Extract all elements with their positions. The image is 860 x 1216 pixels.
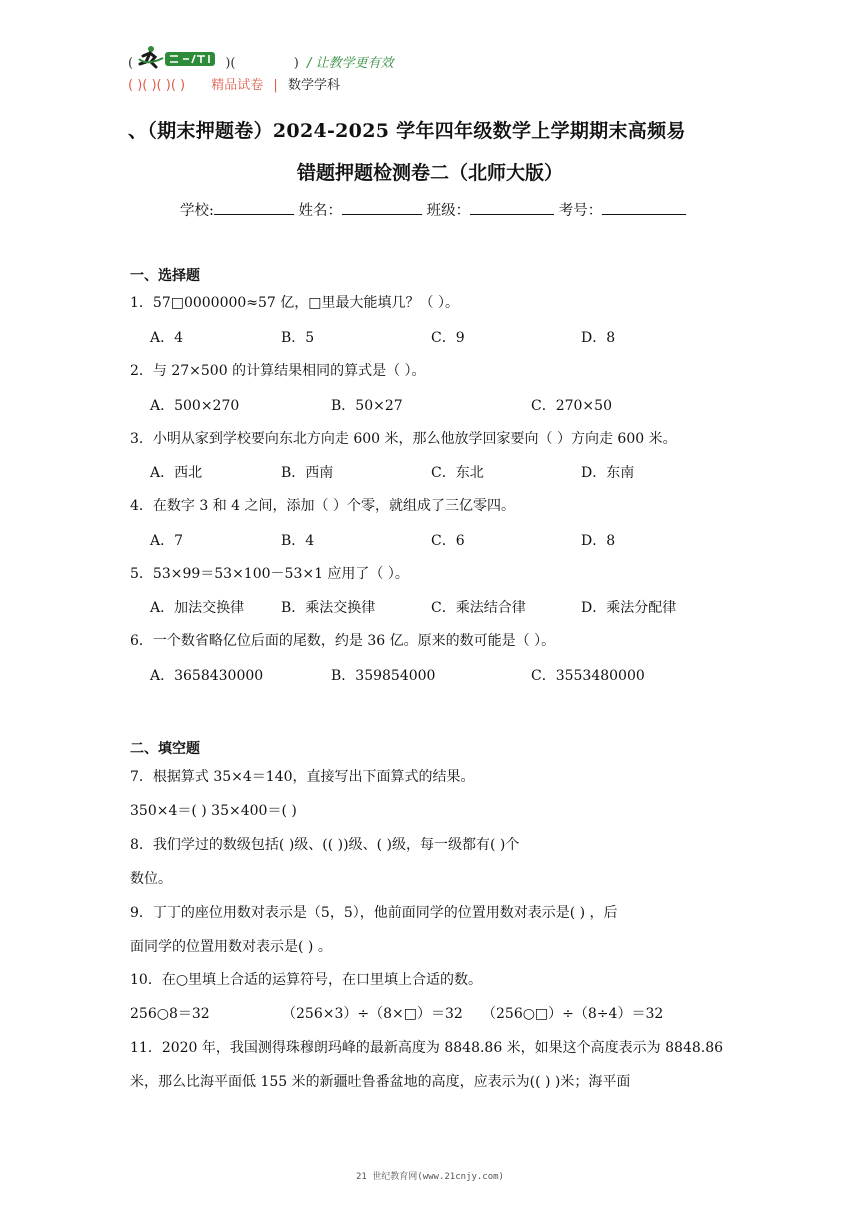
q1-option-d[interactable]: D．8 — [581, 330, 616, 346]
student-info — [180, 199, 686, 220]
header-tag: 精品试卷 — [211, 78, 264, 93]
question-6-stem: 6．一个数省略亿位后面的尾数，约是 36 亿。原来的数可能是（ ）。 — [130, 633, 556, 649]
class-blank[interactable] — [470, 200, 554, 215]
q5-option-a[interactable]: A．加法交换律 — [150, 600, 245, 616]
q3-option-d[interactable]: D．东南 — [581, 465, 635, 481]
school-label: 学校: — [180, 203, 214, 219]
q2-option-a[interactable]: A．500×270 — [150, 398, 240, 414]
question-8-line2: 数位。 — [130, 871, 172, 887]
header-subject: 数学学科 — [287, 78, 340, 93]
question-4-stem: 4．在数字 3 和 4 之间，添加（ ）个零，就组成了三亿零四。 — [130, 498, 515, 514]
page-title-line2: 错题押题检测卷二（北师大版） — [296, 162, 563, 184]
question-1-stem: 1．57□0000000≈57 亿，□里最大能填几？（ ）。 — [130, 295, 459, 311]
q1-option-a[interactable]: A．4 — [150, 330, 184, 346]
school-blank[interactable] — [214, 200, 294, 215]
q4-option-d[interactable]: D．8 — [581, 533, 616, 549]
q4-option-b[interactable]: B．4 — [281, 533, 315, 549]
page-title-line1: 、（期末押题卷）2024-2025 学年四年级数学上学期期末高频易 — [128, 120, 686, 142]
question-9-line2[interactable]: 面同学的位置用数对表示是( ) 。 — [130, 939, 332, 955]
header-paren-left: ( — [128, 56, 134, 71]
q2-option-b[interactable]: B．50×27 — [331, 398, 403, 414]
question-11-line1: 11．2020 年，我国测得珠穆朗玛峰的最新高度为 8848.86 米，如果这个高度表示为 8848.86 — [130, 1040, 724, 1056]
q2-option-c[interactable]: C．270×50 — [531, 398, 612, 414]
q4-option-c[interactable]: C．6 — [431, 533, 465, 549]
question-3-stem: 3．小明从家到学校要向东北方向走 600 米，那么他放学回家要向（ ）方向走 600 米。 — [130, 431, 677, 447]
q3-option-a[interactable]: A．西北 — [150, 465, 203, 481]
question-10-expr2[interactable]: （256×3）÷（8×□）＝32 — [282, 1006, 463, 1022]
number-blank[interactable] — [602, 200, 686, 215]
header-paren-mid: )( — [225, 56, 236, 71]
q6-option-a[interactable]: A．3658430000 — [150, 668, 264, 684]
q5-option-b[interactable]: B．乘法交换律 — [281, 600, 376, 616]
question-7-blanks[interactable]: 350×4＝( ) 35×400＝( ) — [130, 803, 297, 819]
class-label: 班级： — [426, 203, 471, 219]
question-9-line1[interactable]: 9．丁丁的座位用数对表示是（5，5），他前面同学的位置用数对表示是( ) ，后 — [130, 905, 618, 921]
question-7-stem: 7．根据算式 35×4＝140，直接写出下面算式的结果。 — [130, 769, 475, 785]
q3-option-b[interactable]: B．西南 — [281, 465, 334, 481]
q6-option-c[interactable]: C．3553480000 — [531, 668, 645, 684]
question-5-stem: 5．53×99＝53×100－53×1 应用了（ ）。 — [130, 566, 409, 582]
runner-icon — [139, 46, 163, 67]
header-slogan: / 让教学更有效 — [307, 56, 394, 71]
brand-logo — [137, 44, 219, 70]
q5-option-c[interactable]: C．乘法结合律 — [431, 600, 526, 616]
question-2-stem: 2．与 27×500 的计算结果相同的算式是（ ）。 — [130, 363, 426, 379]
number-label: 考号： — [558, 203, 603, 219]
logo-wordmark-bg — [165, 52, 215, 66]
question-8-line1[interactable]: 8．我们学过的数级包括( )级、(( ))级、( )级，每一级都有( )个 — [130, 837, 520, 853]
question-10-stem: 10．在○里填上合适的运算符号，在口里填上合适的数。 — [130, 972, 483, 988]
section-title-choice: 一、选择题 — [130, 268, 200, 284]
q4-option-a[interactable]: A．7 — [150, 533, 184, 549]
q1-option-b[interactable]: B．5 — [281, 330, 315, 346]
header-tag-line — [128, 74, 340, 93]
question-10-expr1[interactable]: 256○8＝32 — [130, 1006, 210, 1022]
name-blank[interactable] — [342, 200, 422, 215]
header-paren-right: ) — [293, 56, 299, 71]
q3-option-c[interactable]: C．东北 — [431, 465, 484, 481]
q1-option-c[interactable]: C．9 — [431, 330, 465, 346]
header-separator: | — [273, 78, 278, 93]
page-footer: 21 世纪教育网(www.21cnjy.com) — [356, 1172, 504, 1182]
q6-option-b[interactable]: B．359854000 — [331, 668, 436, 684]
question-10-expr3[interactable]: （256○□）÷（8÷4）＝32 — [482, 1006, 664, 1022]
name-label: 姓名： — [298, 203, 342, 219]
question-11-line2[interactable]: 米，那么比海平面低 155 米的新疆吐鲁番盆地的高度，应表示为(( ) )米；海平面 — [130, 1074, 631, 1090]
header-parens: ( )( )( )( ) — [128, 78, 186, 93]
q5-option-d[interactable]: D．乘法分配律 — [581, 600, 677, 616]
section-title-fill: 二、填空题 — [130, 741, 200, 757]
